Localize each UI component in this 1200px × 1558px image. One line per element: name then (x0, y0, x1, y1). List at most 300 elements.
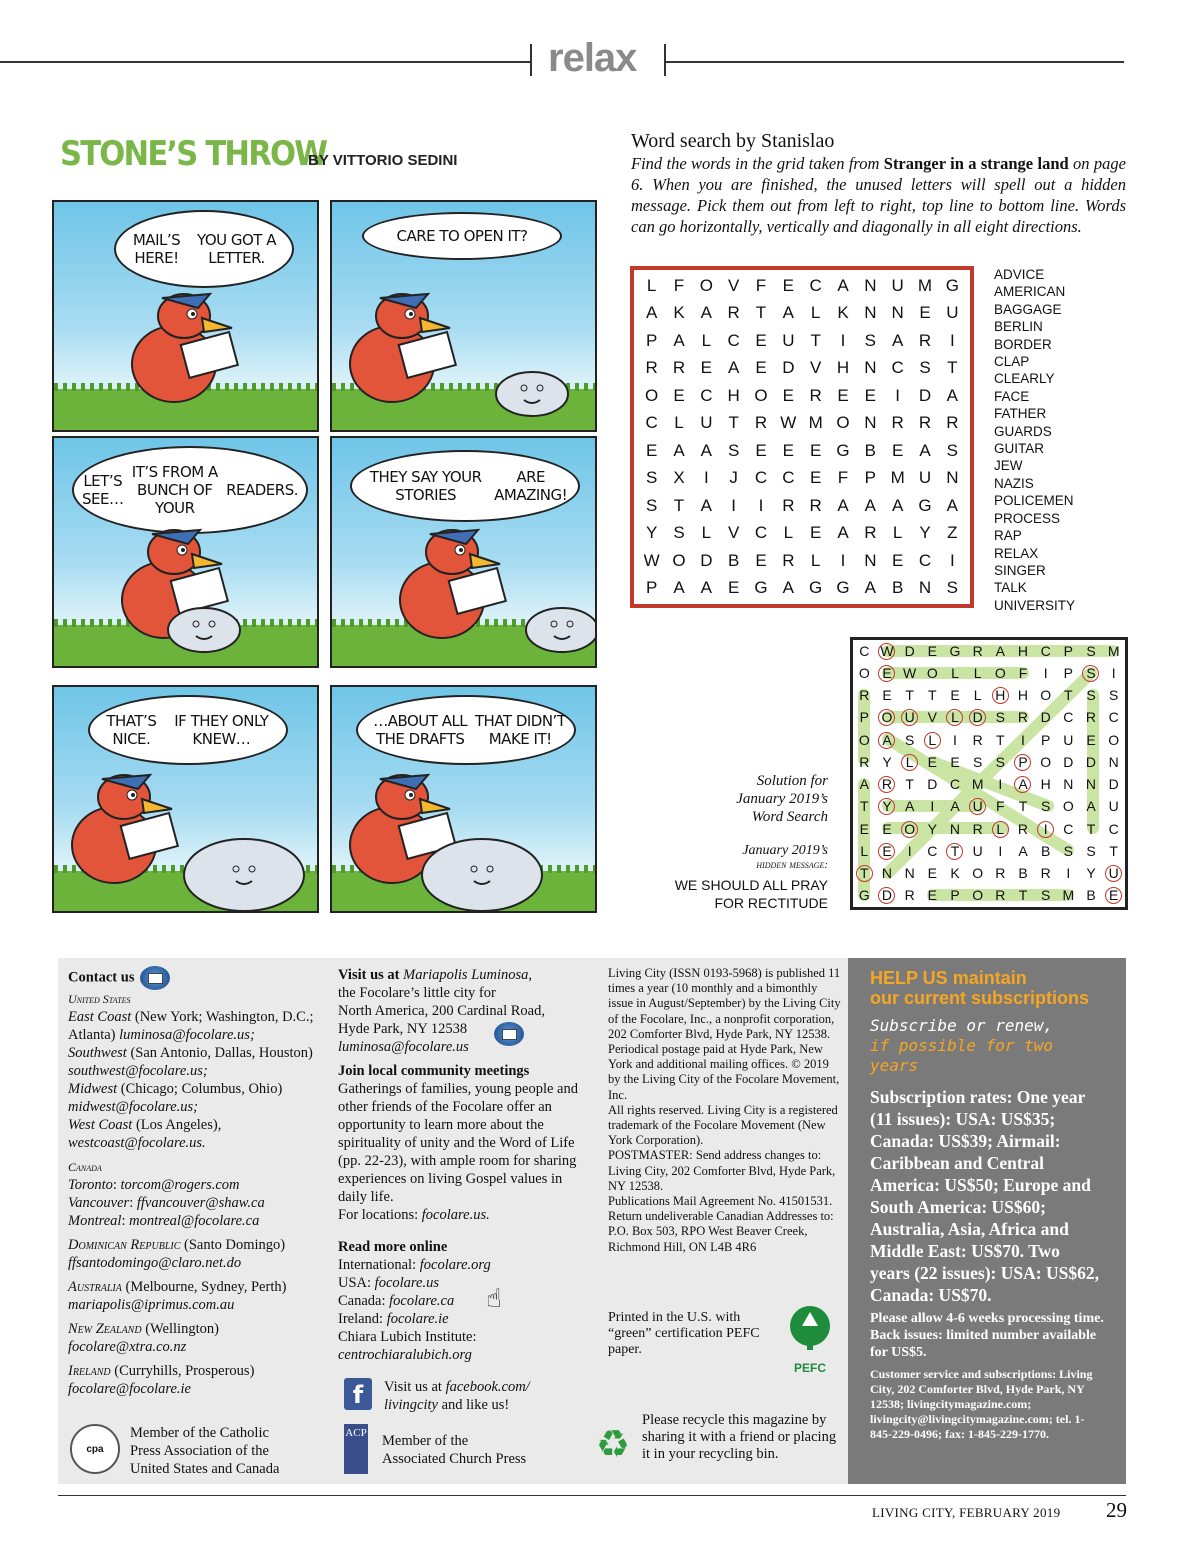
solution-letter: I (1111, 664, 1116, 681)
grid-letter[interactable]: J (729, 468, 738, 488)
contact-entry: Ireland (Curryhills, Prosperous) focolare@focolare.ie (68, 1363, 255, 1397)
site-link[interactable]: focolare.ie (386, 1311, 449, 1327)
grid-letter[interactable]: R (754, 413, 768, 433)
visit-email[interactable]: luminosa@focolare.us (338, 1039, 469, 1055)
contact-email[interactable]: ffsantodomingo@claro.net.do (68, 1255, 242, 1271)
solution-letter: R (995, 887, 1006, 904)
contact-entry: Vancouver: ffvancouver@shaw.ca (68, 1195, 265, 1211)
solution-letter: P (1014, 754, 1031, 771)
solution-letter: N (904, 865, 915, 882)
grid-letter[interactable]: L (646, 275, 657, 295)
footer-rule (58, 1495, 1126, 1496)
solution-letter: R (1017, 709, 1029, 726)
grid-letter[interactable]: U (782, 330, 795, 350)
solution-letter: L (924, 732, 941, 749)
grid-letter[interactable]: E (782, 385, 794, 405)
contact-email[interactable]: focolare@focolare.ie (68, 1381, 191, 1397)
grid-letter[interactable]: A (864, 495, 876, 515)
solution-letter: O (1040, 753, 1052, 770)
grid-letter[interactable]: E (809, 440, 822, 460)
solution-letter: C (1108, 820, 1119, 837)
site-link[interactable]: focolare.ca (389, 1293, 455, 1309)
grid-letter[interactable]: S (727, 440, 740, 460)
grid-letter[interactable]: P (645, 578, 658, 598)
grid-letter[interactable]: L (810, 550, 821, 570)
grid-letter[interactable]: C (754, 468, 768, 488)
grid-letter[interactable]: I (840, 550, 846, 570)
solution-letter: E (878, 843, 895, 860)
contact-email[interactable]: westcoast@focolare.us. (68, 1135, 206, 1151)
grid-letter[interactable]: N (864, 275, 877, 295)
solution-letter: I (998, 842, 1003, 859)
grid-letter[interactable]: E (891, 440, 904, 460)
word-list-item: GUITAR (994, 441, 1044, 457)
grid-letter[interactable]: B (727, 550, 740, 570)
grid-letter[interactable]: C (754, 523, 768, 543)
grid-letter[interactable]: R (864, 523, 877, 543)
comic-panel (52, 200, 319, 432)
grid-letter[interactable]: I (949, 550, 955, 570)
solution-letter: W (903, 664, 917, 681)
grid-letter[interactable]: F (837, 468, 849, 488)
grid-letter[interactable]: A (891, 330, 904, 350)
grid-letter[interactable]: T (755, 303, 767, 323)
grid-letter[interactable]: A (700, 440, 712, 460)
solution-letter: I (998, 776, 1003, 793)
word-list-item: CLAP (994, 354, 1030, 370)
solution-letter: M (1062, 887, 1075, 904)
grid-letter[interactable]: R (809, 495, 822, 515)
grid-letter[interactable]: E (891, 550, 904, 570)
grid-letter[interactable]: E (700, 358, 712, 378)
word-list-item: BAGGAGE (994, 301, 1062, 317)
solution-letter: Y (1086, 865, 1096, 882)
grid-letter[interactable]: R (891, 413, 904, 433)
grid-letter[interactable]: L (892, 523, 903, 543)
grid-letter[interactable]: M (917, 275, 933, 295)
grid-letter[interactable]: A (700, 578, 712, 598)
solution-letter: H (1040, 776, 1051, 793)
grid-letter[interactable]: L (701, 330, 712, 350)
solution-letter: D (1063, 753, 1074, 770)
solution-letter: A (1086, 798, 1096, 815)
grid-letter[interactable]: R (918, 413, 932, 433)
solution-letter: C (1108, 709, 1119, 726)
grid-letter[interactable]: E (809, 523, 822, 543)
solution-letter: I (930, 798, 935, 815)
comic-panel (52, 436, 319, 668)
solution-letter: A (904, 798, 915, 815)
contact-entry: Dominican Republic (Santo Domingo) ffsantodomingo@claro.net.do (68, 1237, 286, 1271)
grid-letter[interactable]: A (645, 303, 658, 323)
solution-letter: T (928, 687, 937, 704)
solution-letter: C (1063, 820, 1074, 837)
solution-letter: W (880, 642, 894, 659)
contact-entry: Southwest (San Antonio, Dallas, Houston) southwest@focolare.us; (68, 1045, 313, 1079)
solution-letter: S (1086, 842, 1096, 859)
solution-letter: S (1082, 665, 1099, 682)
grid-letter[interactable]: A (782, 578, 794, 598)
grid-letter[interactable]: C (700, 385, 713, 405)
grid-letter[interactable]: A (919, 440, 931, 460)
grid-letter[interactable]: R (727, 303, 740, 323)
grid-letter[interactable]: K (673, 303, 685, 323)
bird-and-stone (332, 687, 597, 913)
grid-letter[interactable]: M (890, 468, 905, 488)
grid-letter[interactable]: E (727, 578, 740, 598)
solution-letter: O (972, 865, 984, 882)
grid-letter[interactable]: R (645, 358, 658, 378)
other-contacts (68, 1236, 318, 1398)
grid-letter[interactable]: L (810, 303, 821, 323)
grid-letter[interactable]: N (864, 413, 877, 433)
solution-letter: R (859, 687, 870, 704)
contact-email[interactable]: montreal@focolare.ca (129, 1213, 260, 1229)
solution-letter: C (1040, 642, 1051, 659)
solution-letter: U (1108, 798, 1119, 815)
grid-letter[interactable]: U (946, 303, 959, 323)
solution-letter: B (1018, 865, 1028, 882)
grid-letter[interactable]: A (673, 330, 685, 350)
solution-letter: E (882, 820, 892, 837)
word-list-item: POLICEMEN (994, 493, 1074, 509)
visit-column: Visit us at Mariapolis Luminosa, the Focolare’s little city for North America, 200 Cardinal Road, Hyde Park, NY 12538 luminosa@focolare.us Join local community meetings Gatherings of families, young people and other friends of the Focolare offer an opportunity to learn more about the spirituality of unity and the Word of Life (pp. 22-23), with ample room for sharing experiences on living Gospel values in daily life. For locations: focolare.us. Read more online International: focolare.org USA: focolare.us Canada: focolare.ca Ireland: focolare.ie Chiara Lubich Institute: centrochiaralubich.org (338, 966, 586, 1364)
solution-letter: R (972, 731, 983, 748)
grid-letter[interactable]: R (782, 550, 795, 570)
contact-email[interactable]: mariapolis@iprimus.com.au (68, 1297, 235, 1313)
grid-letter[interactable]: E (645, 440, 658, 460)
grid-letter[interactable]: G (918, 495, 932, 515)
grid-letter[interactable]: G (809, 578, 823, 598)
solution-letter: C (1063, 709, 1074, 726)
solution-letter: H (992, 687, 1009, 704)
grid-letter[interactable]: V (727, 523, 740, 543)
grid-letter[interactable]: S (946, 440, 958, 460)
facebook-icon[interactable]: f (344, 1378, 372, 1410)
grid-letter[interactable]: Y (919, 523, 931, 543)
grid-letter[interactable]: A (891, 495, 904, 515)
grid-letter[interactable]: N (864, 550, 877, 570)
solution-letter: T (1064, 687, 1073, 704)
solution-letter: C (859, 642, 870, 659)
grid-letter[interactable]: A (837, 495, 849, 515)
solution-letter: R (1017, 820, 1029, 837)
solution-letter: C (949, 776, 961, 793)
word-list-item: SINGER (994, 562, 1046, 578)
solution-letter: A (950, 798, 960, 815)
grid-letter[interactable]: W (643, 550, 660, 570)
recycle-icon: ♻ (596, 1422, 631, 1466)
contact-email[interactable]: focolare@xtra.co.nz (68, 1339, 187, 1355)
grid-letter[interactable]: I (840, 330, 846, 350)
grid-letter[interactable]: A (673, 578, 685, 598)
publication-column: Living City (ISSN 0193-5968) is published 11 times a year (10 monthly and a bimonthly issue in August/September) by the Living City of the Focolare, Inc., a nonprofit corporation, 202 Comforter Blvd, Hyde Park, NY 12538. Periodical postage paid at Hyde Park, New York and additional mailing offices. © 2019 by the Living City of the Focolare Movement, Inc. All rights reserved. Living City is a registered trademark of the Focolare Movement (New York Corporation). POSTMASTER: Send address changes to: Living City, 202 Comforter Blvd, Hyde Park, NY 12538. Publications Mail Agreement No. 41501531. Return undeliverable Canadian Addresses to: P.O. Box 503, RPO West Beaver Creek, Richmond Hill, ON L4B 4R6 (608, 966, 841, 1254)
grid-letter[interactable]: M (808, 413, 823, 433)
solution-letter: S (1108, 687, 1119, 704)
grid-letter[interactable]: O (699, 275, 713, 295)
grid-letter[interactable]: A (782, 303, 794, 323)
solution-letter: T (1109, 842, 1118, 859)
bird-and-stone (332, 438, 597, 668)
grid-letter[interactable]: C (727, 330, 740, 350)
header-rule-right (664, 61, 1124, 63)
word-list-item: UNIVERSITY (994, 597, 1076, 613)
solution-letter: L (860, 842, 869, 859)
contact-email[interactable]: ffvancouver@shaw.ca (136, 1195, 265, 1211)
grid-letter[interactable]: I (703, 468, 709, 488)
grid-letter[interactable]: U (891, 275, 904, 295)
word-list-item: JEW (994, 458, 1023, 474)
grid-letter[interactable]: D (782, 358, 795, 378)
solution-letter: O (994, 664, 1006, 681)
site-entry: USA: focolare.us (338, 1275, 439, 1291)
solution-letter: S (904, 731, 915, 748)
grid-letter[interactable]: O (836, 413, 850, 433)
grid-letter[interactable]: G (754, 578, 768, 598)
grid-letter[interactable]: A (700, 303, 712, 323)
grid-letter[interactable]: R (782, 495, 795, 515)
grid-letter[interactable]: I (949, 330, 955, 350)
word-list-item: PROCESS (994, 510, 1061, 526)
recycle-note: Please recycle this magazine by sharing it with a friend or placing it in your recycling bin. (642, 1412, 837, 1462)
contact-entry: West Coast (Los Angeles), westcoast@focolare.us. (68, 1117, 222, 1151)
contact-entry: Midwest (Chicago; Columbus, Ohio) midwest@focolare.us; (68, 1081, 283, 1115)
hidden-message-label: January 2019’s hidden message: (742, 843, 828, 871)
grid-letter[interactable]: L (701, 523, 712, 543)
grid-letter[interactable]: W (780, 413, 797, 433)
grid-letter[interactable]: V (727, 275, 740, 295)
facebook-link[interactable]: facebook.com/ (445, 1379, 530, 1395)
solution-letter: U (972, 842, 983, 859)
solution-letter: O (1062, 798, 1074, 815)
solution-letter: L (992, 821, 1009, 838)
solution-letter: E (927, 887, 937, 904)
solution-letter: E (950, 753, 960, 770)
cpa-logo: cpa (70, 1424, 120, 1474)
solution-letter: N (881, 865, 893, 882)
grid-letter[interactable]: C (918, 550, 932, 570)
solution-letter: A (1014, 776, 1031, 793)
grid-letter[interactable]: L (674, 413, 684, 433)
solution-letter: T (905, 776, 914, 793)
comic-panel (330, 200, 597, 432)
word-list-item: BERLIN (994, 319, 1043, 335)
solution-letter: T (860, 798, 869, 815)
solution-letter: L (901, 754, 918, 771)
grid-letter[interactable]: A (673, 440, 685, 460)
contact-email[interactable]: torcom@rogers.com (120, 1177, 240, 1193)
grid-letter[interactable]: F (673, 275, 685, 295)
solution-letter: I (1043, 664, 1048, 681)
grid-letter[interactable]: E (755, 440, 767, 460)
grid-letter[interactable]: O (645, 385, 659, 405)
grid-letter[interactable]: O (754, 385, 768, 405)
solution-letter: S (1063, 842, 1073, 859)
grid-letter[interactable]: A (837, 523, 849, 543)
grid-letter[interactable]: N (891, 303, 904, 323)
solution-letter: E (927, 642, 937, 659)
grid-letter[interactable]: K (837, 303, 849, 323)
pointer-hand-icon: ☝ (486, 1284, 502, 1314)
grid-letter[interactable]: T (947, 358, 958, 378)
grid-letter[interactable]: C (809, 275, 822, 295)
solution-letter: S (972, 753, 983, 770)
comic-panel (52, 685, 319, 913)
solution-letter: L (951, 664, 959, 681)
solution-caption: Solution for January 2019’s Word Search (736, 773, 828, 825)
solution-letter: E (927, 865, 937, 882)
grid-letter[interactable]: L (783, 523, 794, 543)
speech-bubble: LET’S SEE… IT’S FROM A BUNCH OF YOUR READERS. (72, 446, 308, 534)
institute-link[interactable]: centrochiaralubich.org (338, 1347, 472, 1363)
grid-letter[interactable]: E (673, 385, 685, 405)
grid-letter[interactable]: P (645, 330, 658, 350)
grid-letter[interactable]: A (837, 275, 849, 295)
grid-letter[interactable]: E (755, 330, 767, 350)
solution-letter: A (878, 732, 895, 749)
solution-letter: O (901, 821, 918, 838)
contact-email[interactable]: southwest@focolare.us; (68, 1063, 208, 1079)
grid-letter[interactable]: H (727, 385, 740, 405)
grid-letter[interactable]: T (728, 413, 739, 433)
solution-letter: H (1017, 687, 1029, 704)
grid-letter[interactable]: R (809, 385, 822, 405)
word-list-item: CLEARLY (994, 371, 1055, 387)
grid-letter[interactable]: S (673, 523, 685, 543)
solution-letter: E (1086, 731, 1096, 748)
grid-letter[interactable]: T (810, 330, 821, 350)
contact-column (68, 966, 318, 1398)
speech-bubble: MAIL’S HERE! YOU GOT A LETTER. (114, 210, 294, 288)
grid-letter[interactable]: A (946, 495, 958, 515)
grid-letter[interactable]: D (918, 385, 932, 405)
grid-letter[interactable]: A (864, 578, 876, 598)
solution-letter: U (969, 798, 986, 815)
grid-letter[interactable]: Z (947, 523, 958, 543)
solution-letter: T (1018, 798, 1028, 815)
grid-letter[interactable]: B (864, 440, 876, 460)
grid-letter[interactable]: I (758, 495, 764, 515)
contact-entry: East Coast (New York; Washington, D.C.; Atlanta) luminosa@focolare.us; (68, 1009, 314, 1043)
word-list-item: AMERICAN (994, 284, 1066, 300)
mail-icon[interactable] (140, 966, 170, 990)
grid-letter[interactable]: G (945, 275, 959, 295)
header-rule-left (0, 61, 530, 63)
solution-letter: D (1040, 709, 1051, 726)
solution-letter: T (1086, 820, 1096, 837)
grid-letter[interactable]: E (755, 550, 767, 570)
grid-letter[interactable]: D (700, 550, 713, 570)
grid-letter[interactable]: X (673, 468, 685, 488)
grid-letter[interactable]: N (946, 468, 959, 488)
solution-letter: O (1108, 731, 1120, 748)
solution-letter: O (972, 887, 984, 904)
wordsearch-instructions: Find the words in the grid taken from Stranger in a strange land on page 6. When you are finished, the unused letters will spell out a hidden message. Pick them out from left to right, top line to bottom line. Words can go horizontally, vertically and diagonally in all eight directions. (631, 154, 1126, 236)
grid-letter[interactable]: R (672, 358, 686, 378)
us-label: United States (68, 992, 131, 1006)
solution-letter: D (878, 887, 895, 904)
grid-letter[interactable]: G (836, 578, 850, 598)
word-list-item: GUARDS (994, 423, 1052, 439)
solution-letter: I (1066, 865, 1071, 882)
grid-letter[interactable]: T (673, 495, 685, 515)
solution-letter: O (878, 709, 895, 726)
site-link[interactable]: focolare.us (374, 1275, 439, 1291)
grid-letter[interactable]: S (946, 578, 958, 598)
grid-letter[interactable]: N (864, 358, 877, 378)
section-title: relax (548, 36, 637, 80)
grid-letter[interactable]: B (891, 578, 904, 598)
grid-letter[interactable]: S (864, 330, 876, 350)
solution-letter: R (1040, 865, 1051, 882)
grid-letter[interactable]: E (919, 303, 931, 323)
grid-letter[interactable]: I (895, 385, 901, 405)
solution-letter: G (949, 642, 961, 659)
subscription-box: HELP US maintain our current subscriptions Subscribe or renew, if possible for two years Subscription rates: One year (11 issues): USA: US$35; Canada: US$39; Airmail: Caribbean and Central America: US$50; Europe and South America: US$60; Australia, Asia, Africa and Middle East: US$70. Two years (22 issues): USA: US$62, Canada: US$70. Please allow 4-6 weeks processing time. Back issues: limited number available for US$5. Customer service and subscriptions: Living City, 202 Comforter Blvd, Hyde Park, NY 12538; livingcitymagazine.com; livingcity@livingcitymagazine.com; tel. 1-845-229-0496; fax: 1-845-229-1770. (848, 958, 1126, 1484)
grid-letter[interactable]: S (919, 358, 931, 378)
grid-letter[interactable]: O (672, 550, 686, 570)
grid-letter[interactable]: N (864, 303, 877, 323)
grid-letter[interactable]: U (918, 468, 932, 488)
grid-letter[interactable]: R (946, 413, 959, 433)
grid-letter[interactable]: E (782, 275, 794, 295)
contact-email[interactable]: luminosa@focolare.us; (119, 1027, 255, 1043)
grid-letter[interactable]: C (782, 468, 795, 488)
grid-letter[interactable]: S (645, 468, 658, 488)
solution-letter: P (859, 709, 869, 726)
contact-email[interactable]: midwest@focolare.us; (68, 1099, 198, 1115)
grid-letter[interactable]: A (700, 495, 712, 515)
grid-letter[interactable]: E (864, 385, 876, 405)
site-entry: Ireland: focolare.ie (338, 1311, 449, 1327)
mail-icon-visit[interactable] (494, 1022, 524, 1046)
locations-link[interactable]: focolare.us. (421, 1207, 490, 1223)
grid-letter[interactable]: F (755, 275, 767, 295)
grid-letter[interactable]: C (645, 413, 658, 433)
contact-heading: Contact us (68, 966, 318, 990)
solution-letter: F (996, 798, 1005, 815)
grid-letter[interactable]: E (755, 358, 767, 378)
solution-letter: S (995, 753, 1005, 770)
grid-letter[interactable]: R (918, 330, 932, 350)
word-list (994, 266, 1075, 614)
solution-letter: Y (878, 798, 895, 815)
solution-letter: R (995, 865, 1006, 882)
grid-letter[interactable]: V (809, 358, 822, 378)
grid-letter[interactable]: Y (645, 523, 658, 543)
facebook-text: Visit us at facebook.com/ livingcity and like us! (384, 1379, 530, 1413)
grid-letter[interactable]: E (782, 440, 794, 460)
grid-letter[interactable]: G (836, 440, 850, 460)
grid-letter[interactable]: E (809, 468, 822, 488)
grid-letter[interactable]: U (700, 413, 713, 433)
grid-letter[interactable]: H (836, 358, 850, 378)
site-link[interactable]: focolare.org (419, 1257, 491, 1273)
grid-letter[interactable]: S (645, 495, 658, 515)
solution-letter: E (950, 687, 960, 704)
grid-letter[interactable]: A (946, 385, 958, 405)
solution-letter: D (927, 776, 938, 793)
grid-letter[interactable]: A (727, 358, 740, 378)
solution-letter: S (1040, 887, 1051, 904)
solution-letter: I (1021, 731, 1025, 748)
grid-letter[interactable]: C (891, 358, 904, 378)
grid-letter[interactable]: N (918, 578, 932, 598)
grid-letter[interactable]: P (864, 468, 876, 488)
grid-letter[interactable]: E (837, 385, 849, 405)
grid-letter[interactable]: I (731, 495, 737, 515)
acp-membership: Member of the Associated Church Press (382, 1433, 527, 1467)
